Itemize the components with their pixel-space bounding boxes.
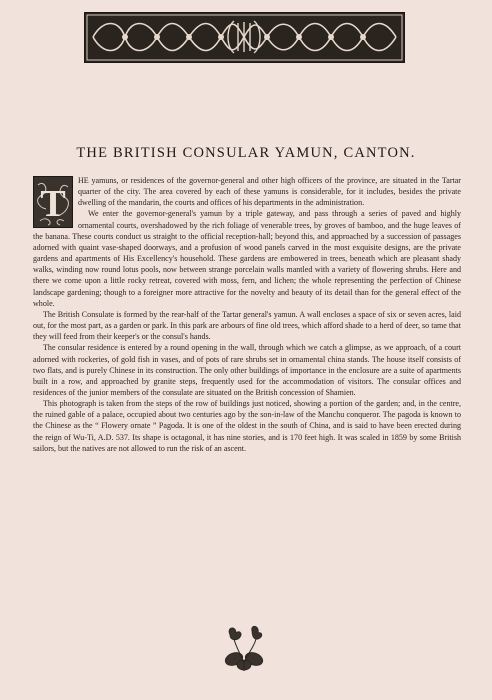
paragraph: This photograph is taken from the steps of the row of buildings just noticed, showing a portion of the garden; and, in the centre, the ruined gable of a palace, occupied about two centuries ago by the son-in-law of the Manchu conqueror. The pagoda is known to the Chinese as the “ Flowery ornate ” Pagoda. It is one of the oldest in the south of China, and is said to have been erected during the reign of Wu-Ti, A.D. 537. Its shape is octagonal, it has nine stories, and is 170 feet high. It was scaled in 1859 by some British sailors, but the natives are not allowed to run the risk of an ascent. [33, 399, 461, 453]
scrollwork-ornament-icon [84, 12, 405, 63]
first-paragraph-text: HE yamuns, or residences of the governor-general and other high officers of the province, are situated in the Tartar quarter of the city. The area covered by each of these yamuns is considerable, for it includes, besides the private dwelling of the mandarin, the courts and offices of his departments in the administration. [78, 176, 461, 208]
paragraph [33, 175, 461, 225]
paragraph: We enter the governor-general's yamun by a triple gateway, and pass through a series of paved and highly ornamental courts, overshadowed by the rich foliage of venerable trees, by groves of bamboo, and the huge leaves of the banana. These courts conduct us straight to the official reception-hall; beyond this, and approached by a succession of passages adorned with quaint vase-shaped doorways, and a profusion of wood panels carved in the most exquisite designs, are the private gardens and apartments of His Excellency's household. These gardens are embowered in trees, beneath which are pleasant shady walks, winding now round lotus pools, now between strange porcelain walls mantled with a variety of flowering shrubs. Here and there we come upon a little rocky retreat, covered with moss, fern, and lichen; the whole representing the perfection of Chinese landscape gardening; though to a foreigner more attractive for the novelty and beauty of its detail than for the general effect of the whole. [33, 209, 461, 308]
article-body [33, 175, 461, 454]
paragraph: The British Consulate is formed by the rear-half of the Tartar general's yamun. A wall encloses a space of six or seven acres, laid out, for the most part, as a garden or park. In this park are arbours of fine old trees, which afford shade to a herd of deer, so tame that they will feed from their keeper's or the consul's hands. [33, 309, 461, 342]
flower-ornament-icon [222, 625, 266, 673]
paragraph: The consular residence is entered by a round opening in the wall, through which we catch a glimpse, as we approach, of a court adorned with rockeries, of gold fish in vases, and of pots of rare shrubs set in ornamental china stands. The house itself consists of two flats, and is purely Chinese in its construction. The only other buildings of importance in the enclosure are a suite of apartments built in a row, and approached by granite steps, frequently used for the accommodation of visitors. The consular offices and residences of the junior members of the consulate are situated on the British concession of Shamien. [33, 343, 461, 397]
drop-cap-letter: T [40, 183, 66, 225]
page-title: THE BRITISH CONSULAR YAMUN, CANTON. [76, 145, 416, 161]
drop-cap-initial [33, 176, 73, 228]
